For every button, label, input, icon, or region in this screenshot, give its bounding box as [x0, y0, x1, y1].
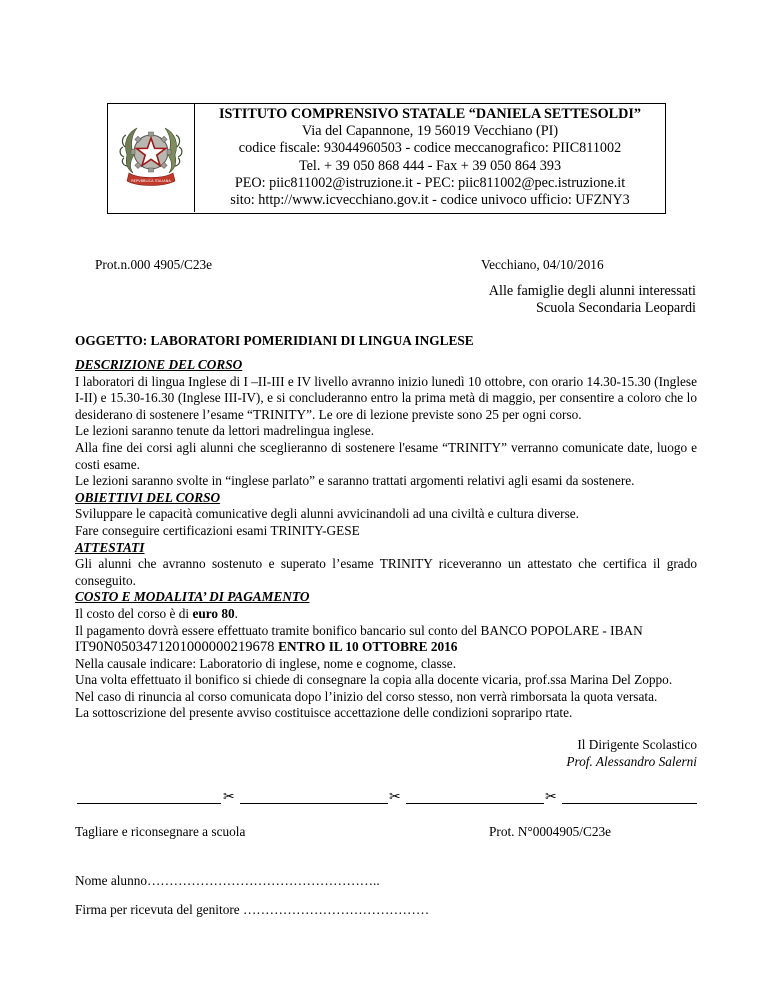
school-email: PEO: piic811002@istruzione.it - PEC: piic811002@pec.istruzione.it — [234, 174, 626, 191]
cut-line-segment — [240, 803, 388, 804]
signature-name: Prof. Alessandro Salerni — [566, 753, 697, 769]
cut-line — [77, 789, 697, 809]
recipients — [489, 283, 696, 317]
paragraph: Una volta effettuato il bonifico si chiede di consegnare la copia alla docente vicaria, prof.ssa Marina Del Zoppo. — [75, 672, 673, 688]
scissors-icon: ✂ — [223, 789, 235, 805]
header-text — [196, 106, 664, 209]
paragraph: I laboratori di lingua Inglese di I –II-III e IV livello avranno inizio lunedì 10 ottobre, con orario 14.30-15.30 (Inglese I-II) e 15.30-16.30 (Inglese III-IV), e si concluderanno entro la prima metà di maggio, per consentire a coloro che lo desiderano di sostenere l’esame “TRINITY”. Le ore di lezione previste sono 25 per ogni corso. — [75, 373, 697, 422]
payment-line: Il pagamento dovrà essere effettuato tramite bonifico bancario sul conto del BANCO POPOLARE - IBAN — [75, 622, 643, 638]
section-title-descrizione: DESCRIZIONE DEL CORSO — [75, 357, 243, 372]
school-site: sito: http://www.icvecchiano.gov.it - codice univoco ufficio: UFZNY3 — [230, 192, 630, 209]
emblem-cell — [107, 103, 195, 212]
paragraph: Nel caso di rinuncia al corso comunicata dopo l’inizio del corso stesso, non verrà rimborsata la quota versata. — [75, 688, 658, 704]
section-title-obiettivi: OBIETTIVI DEL CORSO — [75, 489, 221, 505]
body-text — [75, 357, 697, 722]
paragraph: Nella causale indicare: Laboratorio di inglese, nome e cognome, classe. — [75, 655, 457, 671]
italian-republic-emblem-icon — [107, 103, 195, 212]
paragraph: La sottoscrizione del presente avviso costituisce accettazione delle condizioni sopraripo rtate. — [75, 705, 573, 721]
place-date: Vecchiano, 04/10/2016 — [481, 257, 604, 272]
section-title-costo: COSTO E MODALITA’ DI PAGAMENTO — [75, 589, 310, 605]
paragraph: Le lezioni saranno svolte in “inglese parlato” e saranno trattati argomenti relativi agli esami da sostenere. — [75, 473, 635, 489]
signature-block — [566, 737, 697, 770]
paragraph: Sviluppare le capacità comunicative degli alunni avvicinandoli ad una civiltà e cultura diverse. — [75, 506, 579, 522]
tear-off-protocol: Prot. N°0004905/C23e — [489, 824, 612, 839]
cut-line-segment — [77, 803, 221, 804]
payment-deadline: ENTRO IL 10 OTTOBRE 2016 — [278, 639, 458, 655]
school-name: ISTITUTO COMPRENSIVO STATALE “DANIELA SETTESOLDI” — [218, 106, 642, 122]
section-title-attestati: ATTESTATI — [75, 539, 145, 555]
iban-line — [75, 639, 697, 656]
cost-suffix: . — [234, 605, 238, 621]
student-name-field: Nome alunno…………………………………………….. — [75, 873, 380, 888]
school-phone: Tel. + 39 050 868 444 - Fax + 39 050 864 393 — [298, 157, 562, 174]
emblem-ribbon-text: REPVBBLICA ITALIANA — [131, 179, 171, 183]
protocol-number: Prot.n.000 4905/C23e — [95, 257, 213, 272]
school-codes: codice fiscale: 93044960503 - codice meccanografico: PIIC811002 — [238, 140, 622, 157]
scissors-icon: ✂ — [389, 789, 401, 805]
parent-signature-field: Firma per ricevuta del genitore …………………………………… — [75, 902, 430, 917]
scissors-icon: ✂ — [545, 789, 557, 805]
cost-prefix: Il costo del corso è di — [75, 605, 193, 621]
paragraph: Gli alunni che avranno sostenuto e superato l’esame TRINITY riceveranno un attestato che certifica il grado conseguito. — [75, 556, 697, 588]
cut-line-segment — [406, 803, 544, 804]
cut-line-segment — [562, 803, 697, 804]
tear-off-instruction: Tagliare e riconsegnare a scuola — [75, 824, 246, 839]
recipient-line: Alle famiglie degli alunni interessati — [488, 283, 696, 299]
paragraph: Fare conseguire certificazioni esami TRINITY-GESE — [75, 522, 360, 538]
paragraph: Le lezioni saranno tenute da lettori madrelingua inglese. — [75, 423, 375, 439]
signature-role: Il Dirigente Scolastico — [577, 737, 697, 752]
subject-line: OGGETTO: LABORATORI POMERIDIANI DI LINGUA INGLESE — [75, 333, 474, 348]
iban-code: IT90N0503471201000000219678 — [75, 639, 275, 656]
recipient-line: Scuola Secondaria Leopardi — [536, 300, 696, 316]
cost-amount: euro 80 — [192, 605, 235, 621]
paragraph: Alla fine dei corsi agli alunni che sceglieranno di sostenere l'esame “TRINITY” verranno comunicate date, luogo e costi esame. — [75, 439, 697, 472]
cost-line — [75, 606, 697, 623]
school-address: Via del Capannone, 19 56019 Vecchiano (PI) — [301, 123, 559, 140]
